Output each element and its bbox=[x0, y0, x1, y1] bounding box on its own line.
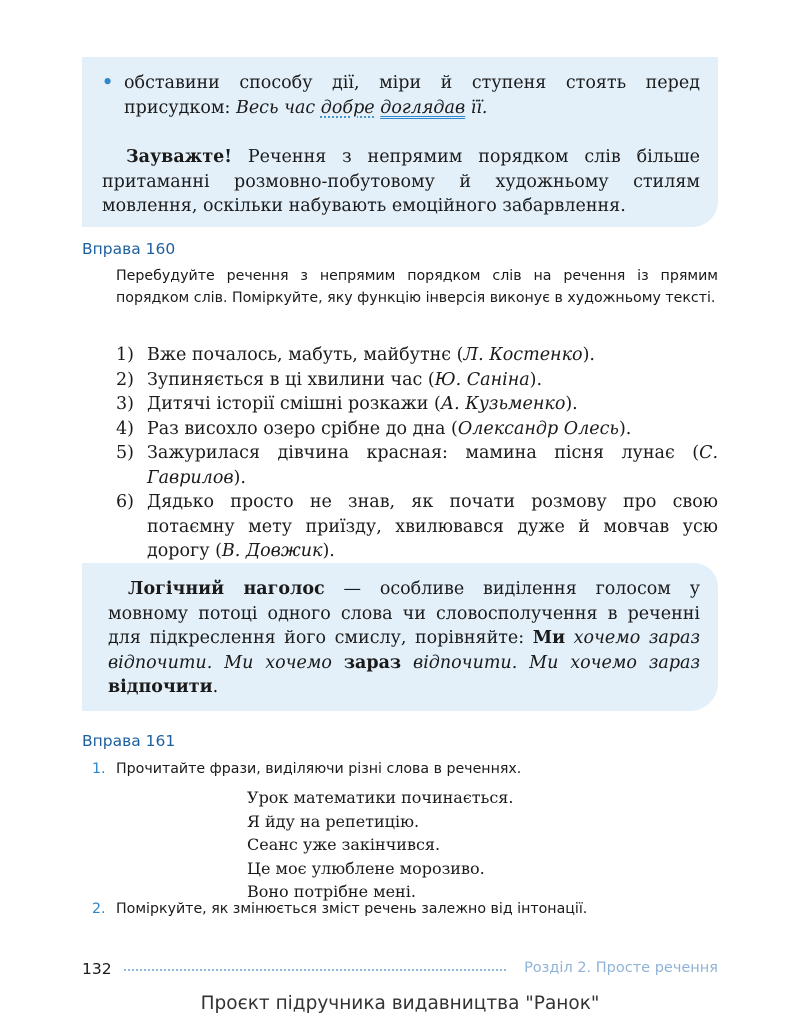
author: В. Довжик bbox=[221, 541, 323, 561]
list-item: 4) Раз висохло озеро срібне до дна (Олександр Олесь). bbox=[116, 418, 632, 439]
example-word: Весь час bbox=[235, 97, 316, 118]
phrase: Воно потрібне мені. bbox=[247, 882, 416, 901]
list-item: 1) Вже почалось, мабуть, майбутнє (Л. Костенко). bbox=[116, 345, 595, 365]
rule-bullet bbox=[102, 71, 700, 120]
author: Л. Костенко bbox=[463, 345, 583, 365]
exercise-161-title: Вправа 161 bbox=[82, 732, 176, 750]
phrase: Сеанс уже закінчився. bbox=[247, 835, 441, 854]
page-number: 132 bbox=[82, 960, 112, 978]
phrase: Я йду на репетицію. bbox=[247, 811, 420, 831]
author: А. Кузьменко bbox=[440, 394, 566, 414]
author: Ю. Саніна bbox=[434, 369, 530, 390]
note-text: Речення з непрямим порядком слів більше притаманні розмовно-побутовому й художньому стилям мовлення, оскільки набувають емоційного забарвлення. bbox=[102, 147, 700, 216]
note-label: Зауважте! bbox=[126, 147, 232, 167]
list-item: 6) Дядько просто не знав, як почати розмову про свою потаємну мету приїзду, хвилювався дуже й мовчав усю дорогу (В. Довжик). bbox=[116, 492, 718, 561]
list-item: 3) Дитячі історії смішні розкажи (А. Кузьменко). bbox=[116, 394, 578, 414]
example-word-adverb: добре bbox=[320, 97, 375, 118]
phrase-list bbox=[247, 786, 513, 904]
phrase: Це моє улюблене морозиво. bbox=[247, 858, 485, 878]
exercise-160-title: Вправа 160 bbox=[82, 240, 176, 258]
definition-term: Логічний наголос bbox=[128, 579, 325, 599]
example-word-predicate: доглядав bbox=[380, 97, 466, 118]
dotted-divider bbox=[124, 969, 506, 971]
definition-text: — особливе виділення голосом у мовному потоці одного слова чи словосполучення в реченні для підкреслення його смислу, порівняйте: bbox=[108, 579, 701, 648]
definition-box: Логічний наголос — особливе виділення голосом у мовному потоці одного слова чи словосполучення в реченні для підкреслення його смислу, порівняйте: Ми хочемо зараз відпочити. Ми хочемо зараз відпочити. Ми хочемо зараз відпочити. bbox=[82, 563, 718, 711]
author: Олександр Олесь bbox=[457, 418, 619, 439]
project-watermark: Проєкт підручника видавництва "Ранок" bbox=[200, 993, 600, 1014]
author: С. Гаврилов bbox=[147, 443, 719, 488]
note-paragraph bbox=[102, 145, 700, 219]
exercise-161-step-1: 1. Прочитайте фрази, виділяючи різні слова в реченнях. bbox=[92, 761, 522, 777]
list-item: 2) Зупиняється в ці хвилини час (Ю. Саніна). bbox=[116, 369, 543, 390]
exercise-161-step-2: 2. Поміркуйте, як змінюється зміст речень залежно від інтонації. bbox=[92, 901, 588, 917]
rule-box bbox=[82, 57, 718, 227]
section-title: Розділ 2. Просте речення bbox=[524, 960, 718, 976]
list-item: 5) Зажурилася дівчина красная: мамина пісня лунає (С. Гаврилов). bbox=[116, 443, 719, 488]
bullet-icon: • bbox=[102, 73, 114, 93]
example-word: її. bbox=[470, 97, 488, 118]
bullet-text: обставини способу дії, міри й ступеня стоять перед присудком: bbox=[124, 73, 700, 118]
phrase: Урок математики починається. bbox=[247, 788, 514, 807]
sentence-list bbox=[116, 343, 718, 564]
exercise-160-task: Перебудуйте речення з непрямим порядком слів на речення із прямим порядком слів. Поміркуйте, яку функцію інверсія виконує в художньому тексті. bbox=[116, 268, 718, 306]
